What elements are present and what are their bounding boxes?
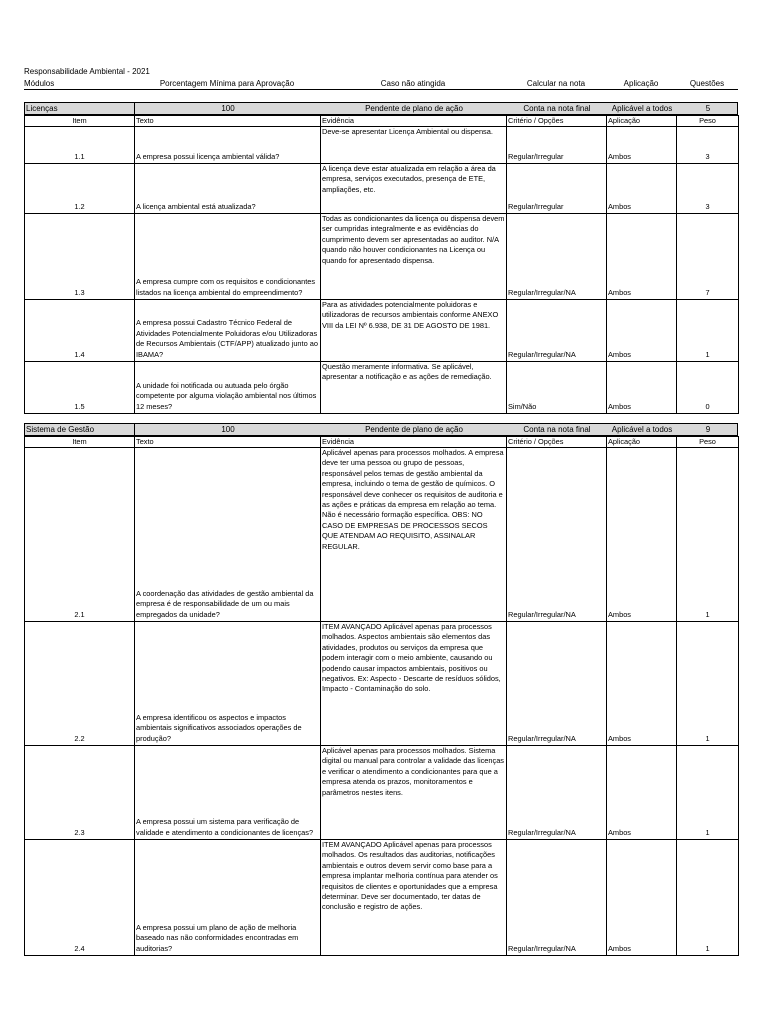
item-criteria: Sim/Não (507, 362, 607, 414)
section-header-percent: 100 (221, 104, 235, 113)
item-text: A empresa cumpre com os requisitos e condicionantes listados na licença ambiental do empreendimento? (135, 214, 321, 300)
item-text: A unidade foi notificada ou autuada pelo órgão competente por alguma violação ambiental nos últimos 12 meses? (135, 362, 321, 414)
column-header: Peso (677, 116, 739, 127)
column-header: Critério / Opções (507, 116, 607, 127)
item-number: 1.2 (25, 164, 135, 214)
column-header: Texto (135, 437, 321, 448)
item-application: Ambos (607, 300, 677, 362)
item-weight: 1 (677, 840, 739, 956)
item-weight: 3 (677, 164, 739, 214)
section-header-name: Sistema de Gestão (25, 424, 135, 435)
column-header: Peso (677, 437, 739, 448)
item-criteria: Regular/Irregular/NA (507, 622, 607, 746)
item-criteria: Regular/Irregular/NA (507, 840, 607, 956)
modules-header-cell: Módulos (24, 79, 55, 88)
item-application: Ambos (607, 214, 677, 300)
section-header-percent: 100 (221, 425, 235, 434)
item-weight: 7 (677, 214, 739, 300)
modules-header-cell: Caso não atingida (380, 79, 446, 88)
table-row (25, 448, 739, 622)
item-number: 1.1 (25, 127, 135, 164)
section-header-aplicacao: Aplicável a todos (611, 425, 673, 434)
item-criteria: Regular/Irregular/NA (507, 746, 607, 840)
section-table (24, 436, 739, 956)
item-application: Ambos (607, 448, 677, 622)
item-evidence: Aplicável apenas para processos molhados. Sistema digital ou manual para controlar a validade das licenças e verificar o atendimento a condicionantes para que a empresa atenda os prazos, monitoramentos e parâmetros nestes itens. (321, 746, 507, 840)
section-header-questoes: 9 (705, 425, 711, 434)
item-number: 2.1 (25, 448, 135, 622)
table-row (25, 840, 739, 956)
modules-header (24, 78, 738, 90)
item-text: A licença ambiental está atualizada? (135, 164, 321, 214)
section-header-name: Licenças (25, 103, 135, 114)
item-weight: 1 (677, 448, 739, 622)
sections-container (24, 102, 738, 956)
item-text: A coordenação das atividades de gestão ambiental da empresa é de responsabilidade de um ou mais empregados da unidade? (135, 448, 321, 622)
item-number: 2.3 (25, 746, 135, 840)
item-text: A empresa identificou os aspectos e impactos ambientais significativos associados operações de produção? (135, 622, 321, 746)
section-header (24, 102, 738, 115)
item-text: A empresa possui um sistema para verificação de validade e atendimento a condicionantes de licenças? (135, 746, 321, 840)
item-evidence: Questão meramente informativa. Se aplicável, apresentar a notificação e as ações de remediação. (321, 362, 507, 414)
item-weight: 1 (677, 622, 739, 746)
section-header-caso: Pendente de plano de ação (365, 104, 463, 113)
item-number: 1.5 (25, 362, 135, 414)
item-evidence: Aplicável apenas para processos molhados. A empresa deve ter uma pessoa ou grupo de pessoas, responsável pelos temas de gestão ambiental da empresa, incluindo o tema de gestão de químicos. O responsável deve conhecer os requisitos de auditoria e as ações e práticas da empresa em relação ao tema. Não é necessário formação específica. OBS: NO CASO DE EMPRESAS DE PROCESSOS SECOS QUE ATENDAM AO REQUISITO, ASSINALAR REGULAR. (321, 448, 507, 622)
section-header-calcular: Conta na nota final (523, 425, 591, 434)
item-text: A empresa possui Cadastro Técnico Federal de Atividades Potencialmente Poluidoras e/ou Utilizadoras de Recursos Ambientais (CTF/APP) atualizado junto ao IBAMA? (135, 300, 321, 362)
column-header: Texto (135, 116, 321, 127)
column-header-row (25, 437, 739, 448)
column-header: Aplicação (607, 116, 677, 127)
item-criteria: Regular/Irregular (507, 164, 607, 214)
section-header-calcular: Conta na nota final (523, 104, 591, 113)
section-1 (24, 102, 738, 414)
item-evidence: Deve-se apresentar Licença Ambiental ou dispensa. (321, 127, 507, 164)
item-text: A empresa possui licença ambiental válida? (135, 127, 321, 164)
section-header-questoes: 5 (705, 104, 711, 113)
column-header-row (25, 116, 739, 127)
spreadsheet (24, 66, 738, 956)
item-evidence: A licença deve estar atualizada em relação a área da empresa, serviços executados, presença de ETE, ampliações, etc. (321, 164, 507, 214)
item-evidence: ITEM AVANÇADO Aplicável apenas para processos molhados. Os resultados das auditorias, notificações ambientais e outros devem servir como base para a empresa implantar melhoria contínua para atender os requisitos de clientes e oportunidades que a empresa determinar. Deve ser documentado, ter datas de conclusão e registro de ações. (321, 840, 507, 956)
item-application: Ambos (607, 127, 677, 164)
column-header: Aplicação (607, 437, 677, 448)
column-header: Item (25, 116, 135, 127)
item-application: Ambos (607, 362, 677, 414)
section-header-aplicacao: Aplicável a todos (611, 104, 673, 113)
table-row (25, 214, 739, 300)
table-row (25, 300, 739, 362)
column-header: Evidência (321, 116, 507, 127)
item-evidence: Para as atividades potencialmente poluidoras e utilizadoras de recursos ambientais conforme ANEXO VIII da LEI Nº 6.938, DE 31 DE AGOSTO DE 1981. (321, 300, 507, 362)
section-table (24, 115, 739, 414)
item-number: 1.4 (25, 300, 135, 362)
item-application: Ambos (607, 622, 677, 746)
item-weight: 3 (677, 127, 739, 164)
table-row (25, 622, 739, 746)
item-criteria: Regular/Irregular/NA (507, 448, 607, 622)
item-evidence: ITEM AVANÇADO Aplicável apenas para processos molhados. Aspectos ambientais são elementos das atividades, produtos ou serviços da empresa que podem interagir com o meio ambiente, causando ou podendo causar impactos ambientais, positivos ou negativos. Ex: Aspecto - Descarte de resíduos sólidos, Impacto - Contaminação do solo. (321, 622, 507, 746)
modules-header-cell: Calcular na nota (526, 79, 586, 88)
item-text: A empresa possui um plano de ação de melhoria baseado nas não conformidades encontradas em auditorias? (135, 840, 321, 956)
item-application: Ambos (607, 840, 677, 956)
item-criteria: Regular/Irregular/NA (507, 300, 607, 362)
modules-header-cell: Porcentagem Mínima para Aprovação (159, 79, 295, 88)
table-row (25, 164, 739, 214)
item-weight: 1 (677, 300, 739, 362)
item-number: 2.2 (25, 622, 135, 746)
modules-header-cell: Questões (689, 79, 725, 88)
item-criteria: Regular/Irregular/NA (507, 214, 607, 300)
table-row (25, 127, 739, 164)
item-weight: 0 (677, 362, 739, 414)
section-header (24, 423, 738, 436)
section-2 (24, 423, 738, 956)
column-header: Critério / Opções (507, 437, 607, 448)
item-number: 2.4 (25, 840, 135, 956)
item-application: Ambos (607, 746, 677, 840)
item-application: Ambos (607, 164, 677, 214)
section-header-caso: Pendente de plano de ação (365, 425, 463, 434)
table-row (25, 362, 739, 414)
item-number: 1.3 (25, 214, 135, 300)
modules-header-cell: Aplicação (623, 79, 659, 88)
column-header: Evidência (321, 437, 507, 448)
item-criteria: Regular/Irregular (507, 127, 607, 164)
item-weight: 1 (677, 746, 739, 840)
item-evidence: Todas as condicionantes da licença ou dispensa devem ser cumpridas integralmente e as evidências do cumprimento devem ser apresentadas ao auditor. N/A quando não houver condicionantes na Licença ou quando for apresentado dispensa. (321, 214, 507, 300)
table-row (25, 746, 739, 840)
column-header: Item (25, 437, 135, 448)
document-title: Responsabilidade Ambiental - 2021 (24, 67, 150, 76)
